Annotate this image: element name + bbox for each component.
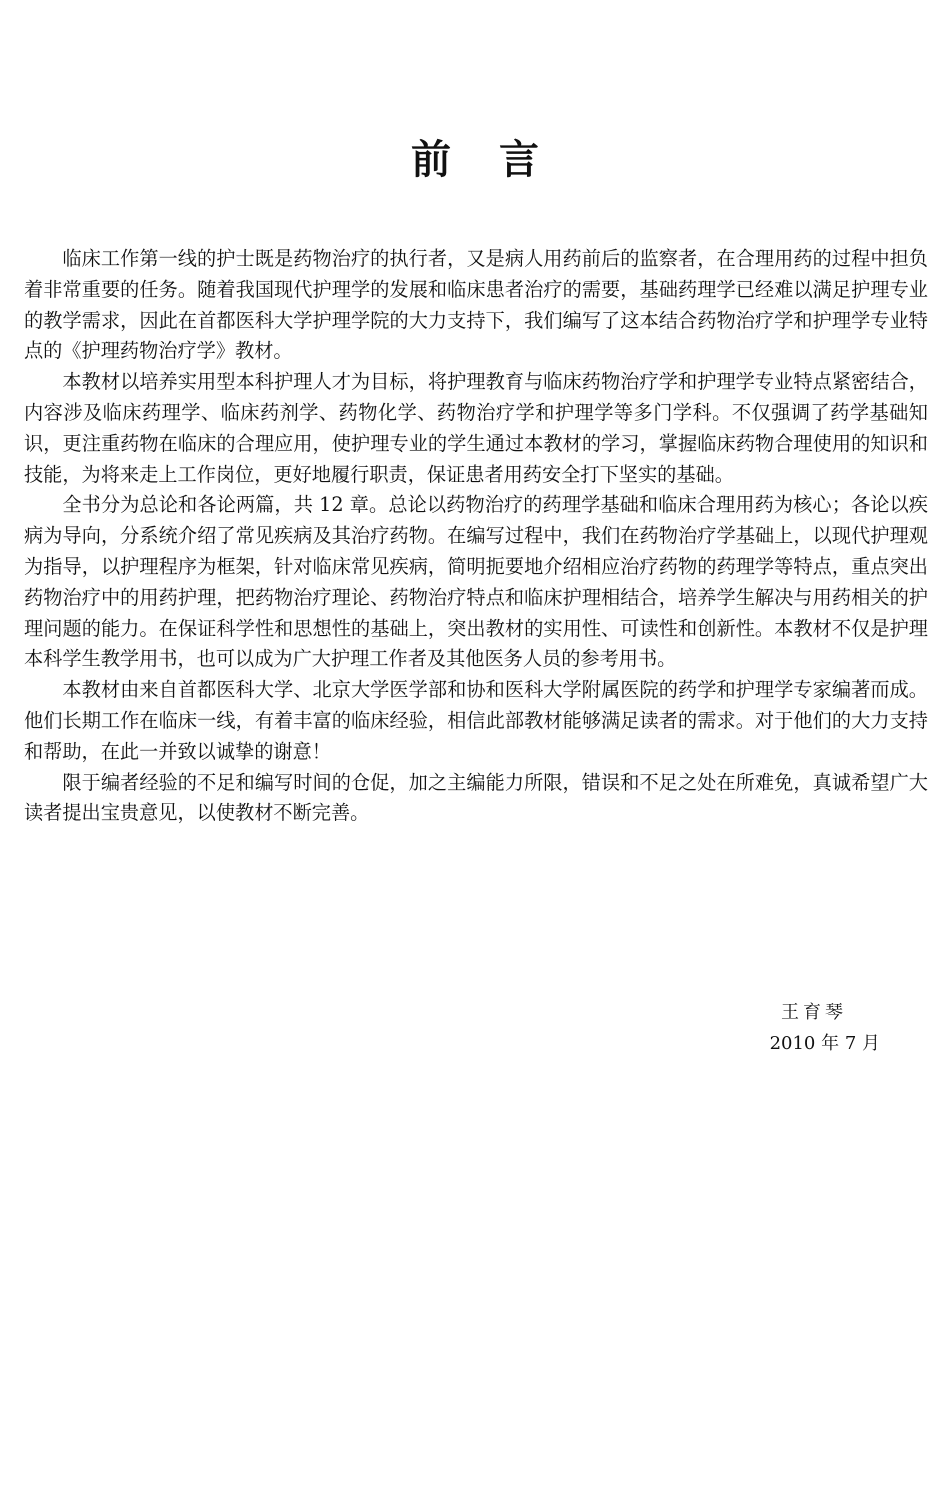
paragraph-5: 限于编者经验的不足和编写时间的仓促，加之主编能力所限，错误和不足之处在所难免，真诚希望广大读者提出宝贵意见，以使教材不断完善。 xyxy=(24,770,928,825)
author-signature: 王育琴 xyxy=(781,1002,847,1023)
paragraph-1: 临床工作第一线的护士既是药物治疗的执行者，又是病人用药前后的监察者，在合理用药的过程中担负着非常重要的任务。随着我国现代护理学的发展和临床患者治疗的需要，基础药理学已经难以满足护理专业的教学需求，因此在首都医科大学护理学院的大力支持下，我们编写了这本结合药物治疗学和护理学专业特点的《护理药物治疗学》教材。 xyxy=(24,247,928,363)
paragraph-2: 本教材以培养实用型本科护理人才为目标，将护理教育与临床药物治疗学和护理学专业特点紧密结合，内容涉及临床药理学、临床药剂学、药物化学、药物治疗学和护理学等多门学科。不仅强调了药学基础知识，更注重药物在临床的合理应用，使护理专业的学生通过本教材的学习，掌握临床药物合理使用的知识和技能，为将来走上工作岗位，更好地履行职责，保证患者用药安全打下坚实的基础。 xyxy=(24,370,928,486)
paragraph-4: 本教材由来自首都医科大学、北京大学医学部和协和医科大学附属医院的药学和护理学专家编著而成。他们长期工作在临床一线，有着丰富的临床经验，相信此部教材能够满足读者的需求。对于他们的大力支持和帮助，在此一并致以诚挚的谢意！ xyxy=(24,678,928,763)
signature-date: 2010 年 7 月 xyxy=(769,1033,880,1054)
preface-body xyxy=(24,244,928,829)
paragraph-3: 全书分为总论和各论两篇，共 12 章。总论以药物治疗的药理学基础和临床合理用药为核心；各论以疾病为导向，分系统介绍了常见疾病及其治疗药物。在编写过程中，我们在药物治疗学基础上，以现代护理观为指导，以护理程序为框架，针对临床常见疾病，简明扼要地介绍相应治疗药物的药理学等特点，重点突出药物治疗中的用药护理，把药物治疗理论、药物治疗特点和临床护理相结合，培养学生解决与用药相关的护理问题的能力。在保证科学性和思想性的基础上，突出教材的实用性、可读性和创新性。本教材不仅是护理本科学生教学用书，也可以成为广大护理工作者及其他医务人员的参考用书。 xyxy=(24,493,928,671)
page-title: 前言 xyxy=(411,137,587,183)
